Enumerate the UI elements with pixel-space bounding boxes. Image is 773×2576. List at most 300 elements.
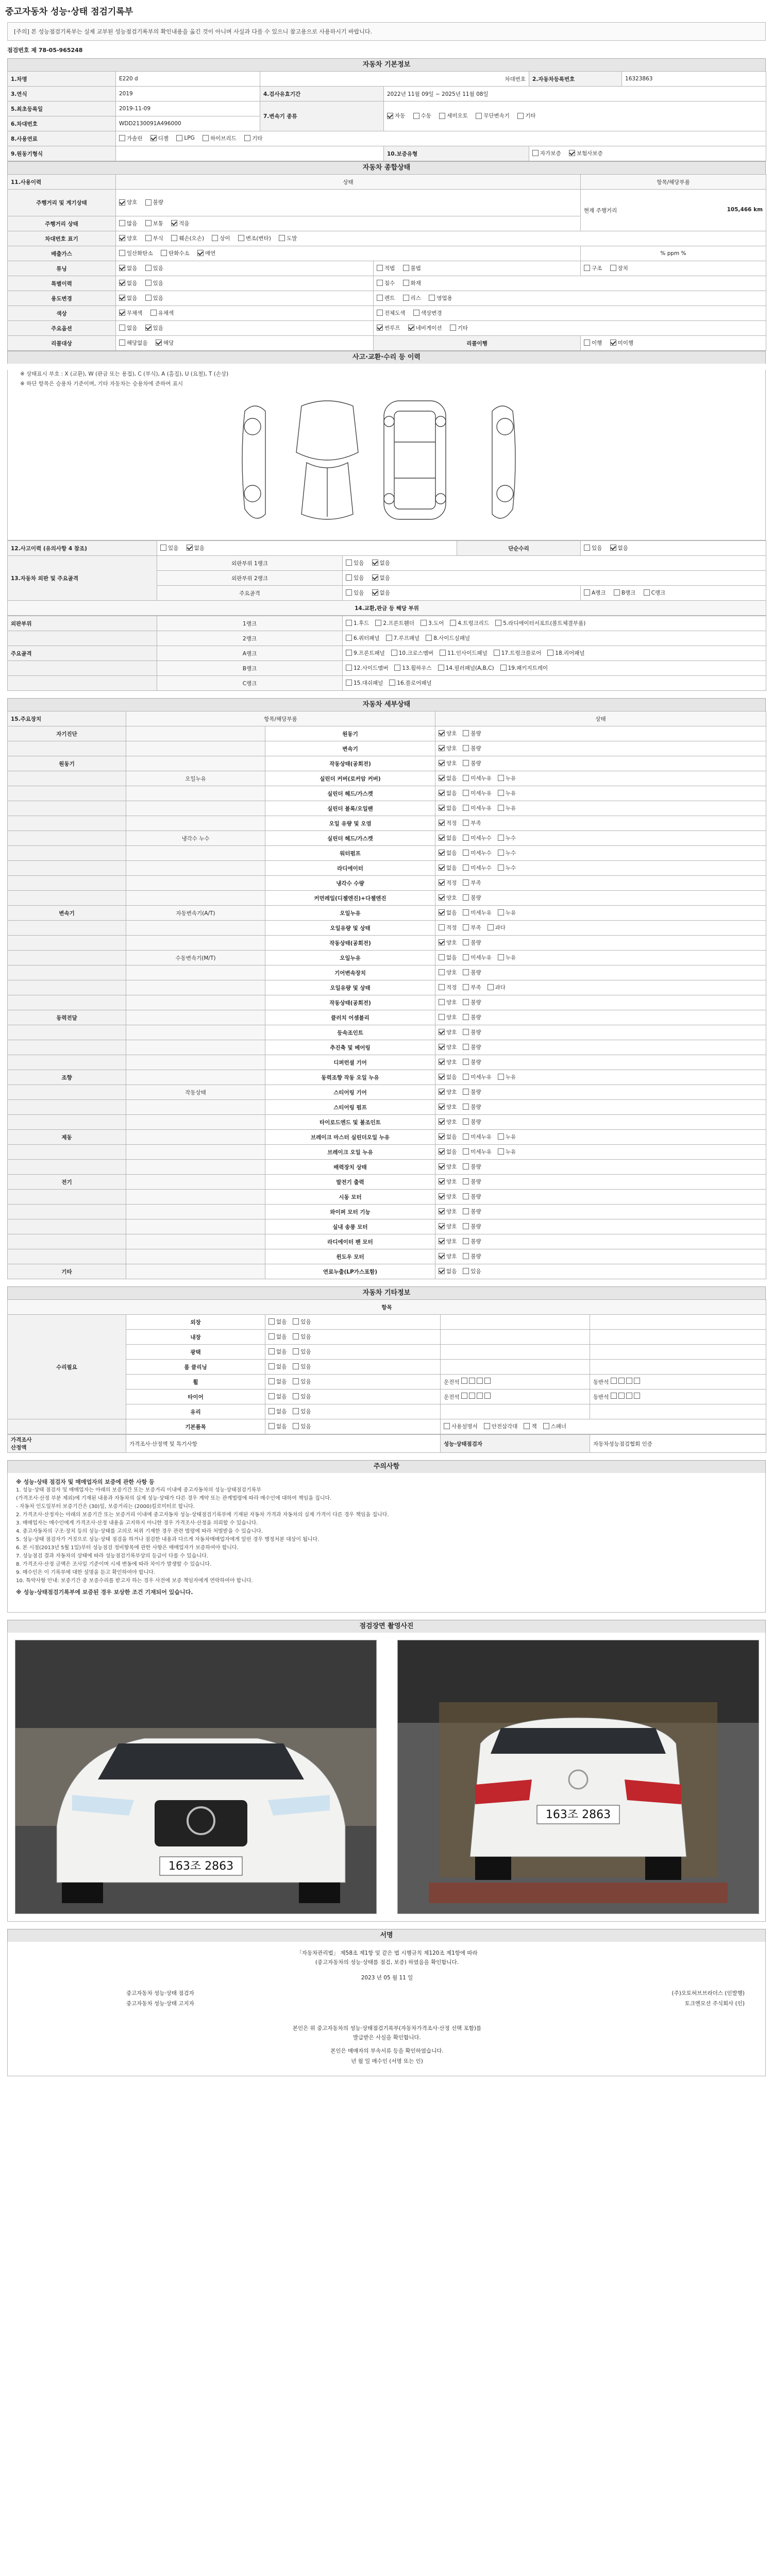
detail-row bbox=[8, 1100, 766, 1115]
checkbox-detail-1[interactable]: 부족 bbox=[463, 819, 481, 827]
checkbox-basic-item[interactable]: 안전삼각대 bbox=[484, 1422, 518, 1430]
checkbox-detail-1[interactable]: 불량 bbox=[463, 1058, 481, 1066]
checkbox-part[interactable]: 19.패키지트레이 bbox=[500, 664, 548, 672]
checkbox-detail-0[interactable]: 양호 bbox=[439, 939, 457, 946]
checkbox-fuel-4[interactable]: 기타 bbox=[244, 134, 262, 142]
caution-line: 2. 가격조사·산정자는 아래의 보증기간 또는 보증거리 이내에 중고자동차 성능·상태점검기록부에 기재된 자동차 가격과 자동차의 실제 가격이 다른 경우 책임을 집니다. bbox=[16, 1512, 389, 1518]
detail-row bbox=[8, 741, 766, 756]
checkbox-detail-2[interactable]: 누유 bbox=[498, 954, 516, 961]
checkbox-detail-1[interactable]: 불량 bbox=[463, 1252, 481, 1260]
detail-group bbox=[8, 801, 126, 816]
parts-items bbox=[343, 646, 766, 661]
checkbox-detail-1[interactable]: 있음 bbox=[463, 1267, 481, 1275]
checkbox-emission-0[interactable]: 일산화탄소 bbox=[119, 249, 153, 257]
checkbox-navigation[interactable]: 네비게이션 bbox=[408, 324, 442, 332]
checkbox-detail-0[interactable]: 양호 bbox=[439, 1058, 457, 1066]
detail-status bbox=[435, 1219, 766, 1234]
checkbox-other-0[interactable]: 없음 bbox=[268, 1422, 287, 1430]
checkbox-detail-1[interactable]: 불량 bbox=[463, 1043, 481, 1051]
checkbox-detail-0[interactable]: 없음 bbox=[439, 1073, 457, 1081]
checkbox-detail-0[interactable]: 양호 bbox=[439, 1178, 457, 1185]
notice-box: [주의] 본 성능점검기록부는 실제 교부된 성능점검기록부의 확인내용을 옮긴 것이 아니며 사실과 다를 수 있으니 참고용으로 사용하시기 바랍니다. bbox=[7, 22, 766, 41]
checkbox-detail-1[interactable]: 미세누수 bbox=[463, 834, 492, 842]
checkbox-mileage-0[interactable]: 많음 bbox=[119, 219, 137, 227]
checkbox-recall-not-done[interactable]: 미이행 bbox=[610, 339, 633, 347]
checkbox-other-0[interactable]: 없음 bbox=[268, 1348, 287, 1355]
checkbox-detail-0[interactable]: 적정 bbox=[439, 819, 457, 827]
checkbox-part[interactable]: 1.후드 bbox=[346, 619, 369, 627]
general-label-usage-change: 용도변경 bbox=[8, 291, 116, 306]
detail-group bbox=[8, 1160, 126, 1175]
checkbox-warranty-0[interactable]: 자가보증 bbox=[532, 149, 561, 157]
detail-item: 오일누유 bbox=[265, 951, 435, 965]
checkbox-detail-1[interactable]: 불량 bbox=[463, 744, 481, 752]
checkbox-part[interactable]: 15.대쉬패널 bbox=[346, 679, 383, 687]
checkbox-other-0[interactable]: 없음 bbox=[268, 1408, 287, 1415]
checkbox-rank1-no[interactable]: 없음 bbox=[372, 559, 390, 567]
checkbox-detail-1[interactable]: 미세누수 bbox=[463, 864, 492, 872]
detail-group bbox=[8, 741, 126, 756]
checkbox-detail-1[interactable]: 미세누유 bbox=[463, 1133, 492, 1141]
checkbox-emission-1[interactable]: 탄화수소 bbox=[161, 249, 190, 257]
checkbox-detail-0[interactable]: 양호 bbox=[439, 759, 457, 767]
checkbox-accident-no[interactable]: 없음 bbox=[187, 544, 205, 552]
detail-status bbox=[435, 1115, 766, 1130]
label-reg-number: 2.자동차등록번호 bbox=[529, 72, 622, 87]
checkbox-detail-2[interactable]: 누유 bbox=[498, 1133, 516, 1141]
checkbox-detail-1[interactable]: 불량 bbox=[463, 1178, 481, 1185]
general-label-mileage: 주행거리 상태 bbox=[8, 216, 116, 231]
checkbox-detail-2[interactable]: 누수 bbox=[498, 834, 516, 842]
checkbox-part[interactable]: 12.사이드멤버 bbox=[346, 664, 388, 672]
detail-item: 등속조인트 bbox=[265, 1025, 435, 1040]
checkbox-flood[interactable]: 침수 bbox=[377, 279, 395, 287]
detail-group: 원동기 bbox=[8, 756, 126, 771]
checkbox-odometer-0[interactable]: 양호 bbox=[119, 198, 137, 206]
checkbox-detail-0[interactable]: 양호 bbox=[439, 744, 457, 752]
detail-group bbox=[8, 786, 126, 801]
checkbox-other-0[interactable]: 없음 bbox=[268, 1318, 287, 1326]
svg-text:163조 2863: 163조 2863 bbox=[545, 1808, 611, 1821]
checkbox-detail-1[interactable]: 불량 bbox=[463, 894, 481, 902]
detail-status bbox=[435, 726, 766, 741]
detail-row bbox=[8, 995, 766, 1010]
checkbox-detail-1[interactable]: 불량 bbox=[463, 969, 481, 976]
checkbox-part[interactable]: 13.휠하우스 bbox=[394, 664, 431, 672]
checkbox-detail-2[interactable]: 누유 bbox=[498, 909, 516, 917]
checkbox-warranty-1[interactable]: 보험사보증 bbox=[569, 149, 603, 157]
checkbox-part[interactable]: 9.프론트패널 bbox=[346, 649, 385, 657]
checkbox-sunroof[interactable]: 썬루프 bbox=[377, 324, 400, 332]
checkbox-tuning-0[interactable]: 없음 bbox=[119, 264, 137, 272]
other-extra-2: 동반석 bbox=[590, 1389, 766, 1404]
checkbox-basic-item[interactable]: 사용설명서 bbox=[444, 1422, 478, 1430]
checkbox-part[interactable]: 6.쿼터패널 bbox=[346, 634, 380, 642]
section-basic-info: 자동차 기본정보 bbox=[7, 58, 766, 71]
general-emission-opts bbox=[116, 246, 581, 261]
checkbox-detail-0[interactable]: 적정 bbox=[439, 924, 457, 931]
caution-line: 3. 매매업자는 매수인에게 가격조사·산정 내용을 고지하지 아니한 경우 가격조사·산정을 의뢰할 수 있습니다. bbox=[16, 1520, 258, 1526]
checkbox-part[interactable]: 16.플로어패널 bbox=[389, 679, 431, 687]
checkbox-detail-2[interactable]: 과다 bbox=[488, 924, 506, 931]
detail-item: 워터펌프 bbox=[265, 846, 435, 861]
detail-item: 라디에이터 bbox=[265, 861, 435, 876]
detail-subgroup: 작동상태 bbox=[126, 1085, 265, 1100]
other-extra-2 bbox=[590, 1360, 766, 1375]
checkbox-usage-0[interactable]: 없음 bbox=[119, 294, 137, 302]
checkbox-detail-1[interactable]: 미세누유 bbox=[463, 909, 492, 917]
caution-line: 9. 매수인은 이 기록부에 대한 설명을 듣고 확인하여야 합니다. bbox=[16, 1570, 155, 1575]
detail-subgroup bbox=[126, 1010, 265, 1025]
detail-group bbox=[8, 1145, 126, 1160]
sign-line-4: 발급받은 사실을 확인합니다. bbox=[353, 2035, 421, 2041]
detail-row bbox=[8, 1070, 766, 1085]
checkbox-other-0[interactable]: 없음 bbox=[268, 1333, 287, 1341]
sign-line-5: 본인은 매매자의 부속서류 등을 확인하였습니다. bbox=[330, 2048, 444, 2054]
checkbox-detail-2[interactable]: 누수 bbox=[498, 864, 516, 872]
checkbox-detail-0[interactable]: 양호 bbox=[439, 1252, 457, 1260]
checkbox-fuel-0[interactable]: 가솔린 bbox=[119, 134, 142, 142]
detail-header-1: 항목/해당부품 bbox=[126, 711, 435, 726]
checkbox-detail-1[interactable]: 불량 bbox=[463, 730, 481, 737]
detail-row bbox=[8, 906, 766, 921]
caution-notes bbox=[7, 1473, 766, 1613]
detail-status bbox=[435, 1249, 766, 1264]
checkbox-tuning-legal[interactable]: 적법 bbox=[377, 264, 395, 272]
checkbox-odometer-1[interactable]: 불량 bbox=[145, 198, 163, 206]
detail-row bbox=[8, 1264, 766, 1279]
checkbox-other-1[interactable]: 있음 bbox=[293, 1333, 311, 1341]
parts-group bbox=[8, 631, 157, 646]
checkbox-part[interactable]: 17.트렁크플로어 bbox=[494, 649, 542, 657]
checkbox-usage-1[interactable]: 있음 bbox=[145, 294, 163, 302]
accident-history-opts bbox=[157, 541, 457, 556]
checkbox-part[interactable]: 8.사이드실패널 bbox=[426, 634, 470, 642]
detail-group bbox=[8, 876, 126, 891]
checkbox-part[interactable]: 3.도어 bbox=[421, 619, 444, 627]
checkbox-part[interactable]: 11.인사이드패널 bbox=[440, 649, 488, 657]
checkbox-detail-0[interactable]: 없음 bbox=[439, 1267, 457, 1275]
checkbox-fuel-2[interactable]: LPG bbox=[176, 135, 194, 141]
detail-item: 커먼레일(디젤엔진)+다젤엔진 bbox=[265, 891, 435, 906]
checkbox-detail-2[interactable]: 과다 bbox=[488, 984, 506, 991]
checkbox-detail-0[interactable]: 양호 bbox=[439, 1208, 457, 1215]
checkbox-part[interactable]: 5.라디에이터서포트(볼트체결부품) bbox=[495, 619, 585, 627]
photo-front bbox=[15, 1640, 377, 1914]
caution-line: 6. 본 시점(2013년 5월 1일)부터 성능점검 정비항목에 관한 사항은 매매업자가 보증하여야 합니다. bbox=[16, 1545, 239, 1551]
checkbox-color-0[interactable]: 무채색 bbox=[119, 309, 142, 317]
detail-item: 변속기 bbox=[265, 741, 435, 756]
checkbox-part[interactable]: 18.리어패널 bbox=[547, 649, 584, 657]
detail-status bbox=[435, 1264, 766, 1279]
detail-group bbox=[8, 936, 126, 951]
checkbox-rank1-yes[interactable]: 있음 bbox=[346, 559, 364, 567]
checkbox-other-0[interactable]: 없음 bbox=[268, 1378, 287, 1385]
detail-item: 발전기 출력 bbox=[265, 1175, 435, 1190]
detail-status bbox=[435, 1205, 766, 1219]
checkbox-detail-0[interactable]: 양호 bbox=[439, 1223, 457, 1230]
detail-subgroup: 냉각수 누수 bbox=[126, 831, 265, 846]
general-header-2: 항목/해당부품 bbox=[581, 175, 766, 190]
checkbox-trans-2[interactable]: 세미오토 bbox=[439, 112, 468, 120]
detail-group bbox=[8, 921, 126, 936]
checkbox-tuning-structure[interactable]: 구조 bbox=[584, 264, 602, 272]
checkbox-detail-1[interactable]: 미세누유 bbox=[463, 954, 492, 961]
general-special-sub bbox=[374, 276, 766, 291]
checkbox-vinmark-1[interactable]: 부식 bbox=[145, 234, 163, 242]
detail-row bbox=[8, 921, 766, 936]
checkbox-detail-1[interactable]: 불량 bbox=[463, 998, 481, 1006]
checkbox-rank-c[interactable]: C랭크 bbox=[644, 589, 666, 597]
checkbox-detail-2[interactable]: 누유 bbox=[498, 774, 516, 782]
detail-group: 기타 bbox=[8, 1264, 126, 1279]
checkbox-rank-a[interactable]: A랭크 bbox=[584, 589, 606, 597]
value-car-name: E220 d bbox=[116, 72, 260, 87]
checkbox-detail-2[interactable]: 누유 bbox=[498, 1148, 516, 1156]
detail-group bbox=[8, 1190, 126, 1205]
checkbox-detail-0[interactable]: 없음 bbox=[439, 954, 457, 961]
detail-group bbox=[8, 995, 126, 1010]
detail-subgroup bbox=[126, 1160, 265, 1175]
detail-group bbox=[8, 1234, 126, 1249]
checkbox-detail-0[interactable]: 양호 bbox=[439, 969, 457, 976]
detail-item: 타이로드엔드 및 볼조인트 bbox=[265, 1115, 435, 1130]
checkbox-detail-1[interactable]: 불량 bbox=[463, 1013, 481, 1021]
other-header: 항목 bbox=[8, 1300, 766, 1315]
checkbox-tuning-illegal[interactable]: 불법 bbox=[403, 264, 421, 272]
checkbox-detail-0[interactable]: 없음 bbox=[439, 849, 457, 857]
checkbox-accident-yes[interactable]: 있음 bbox=[160, 544, 178, 552]
checkbox-other-1[interactable]: 있음 bbox=[293, 1393, 311, 1400]
checkbox-vinmark-2[interactable]: 훼손(오손) bbox=[171, 234, 204, 242]
checkbox-vinmark-3[interactable]: 상이 bbox=[212, 234, 230, 242]
checkbox-color-change[interactable]: 색상변경 bbox=[413, 309, 442, 317]
checkbox-detail-2[interactable]: 누유 bbox=[498, 789, 516, 797]
checkbox-detail-0[interactable]: 적정 bbox=[439, 879, 457, 887]
detail-header-0: 15.주요장치 bbox=[8, 711, 126, 726]
checkbox-fuel-1[interactable]: 디젤 bbox=[150, 134, 169, 142]
checkbox-detail-1[interactable]: 불량 bbox=[463, 1118, 481, 1126]
detail-status bbox=[435, 1160, 766, 1175]
checkbox-other-0[interactable]: 없음 bbox=[268, 1393, 287, 1400]
checkbox-detail-1[interactable]: 불량 bbox=[463, 939, 481, 946]
checkbox-detail-1[interactable]: 불량 bbox=[463, 1193, 481, 1200]
detail-row bbox=[8, 786, 766, 801]
general-emission-units: % ppm % bbox=[581, 246, 766, 261]
checkbox-detail-0[interactable]: 없음 bbox=[439, 804, 457, 812]
checkbox-mileage-2[interactable]: 적음 bbox=[171, 219, 189, 227]
checkbox-simple-yes[interactable]: 있음 bbox=[584, 544, 602, 552]
checkbox-detail-1[interactable]: 불량 bbox=[463, 1028, 481, 1036]
checkbox-detail-0[interactable]: 양호 bbox=[439, 1103, 457, 1111]
checkbox-recall-0[interactable]: 해당없음 bbox=[119, 339, 148, 347]
checkbox-detail-0[interactable]: 없음 bbox=[439, 1148, 457, 1156]
caution-heading-2: ※ 성능·상태점검기록부에 보증된 경우 보상한 조건 기재되어 있습니다. bbox=[16, 1589, 193, 1596]
detail-group bbox=[8, 1100, 126, 1115]
checkbox-fuel-3[interactable]: 하이브리드 bbox=[203, 134, 237, 142]
checkbox-detail-1[interactable]: 불량 bbox=[463, 1238, 481, 1245]
checkbox-detail-0[interactable]: 양호 bbox=[439, 1163, 457, 1171]
detail-group bbox=[8, 891, 126, 906]
accident-legend-1: ※ 상태표시 부호 : X (교환), W (판금 또는 용접), C (부식), A (흠집), U (요철), T (손상) bbox=[20, 371, 229, 377]
parts-items bbox=[343, 676, 766, 691]
checkbox-rank2-yes[interactable]: 있음 bbox=[346, 574, 364, 582]
checkbox-fire[interactable]: 화재 bbox=[403, 279, 421, 287]
checkbox-other-1[interactable]: 있음 bbox=[293, 1348, 311, 1355]
checkbox-detail-1[interactable]: 미세누유 bbox=[463, 789, 492, 797]
caution-line: - 자동차 인도일부터 보증기간은 (30)일, 보증거리는 (2000)킬로미터로 합니다. bbox=[16, 1504, 195, 1510]
parts-row bbox=[8, 616, 766, 631]
checkbox-color-1[interactable]: 유채색 bbox=[150, 309, 174, 317]
checkbox-detail-0[interactable]: 없음 bbox=[439, 1133, 457, 1141]
checkbox-detail-0[interactable]: 양호 bbox=[439, 1043, 457, 1051]
checkbox-detail-0[interactable]: 양호 bbox=[439, 730, 457, 737]
checkbox-full-paint[interactable]: 전체도색 bbox=[377, 309, 406, 317]
checkbox-detail-0[interactable]: 양호 bbox=[439, 1193, 457, 1200]
detail-item: 작동상태(공회전) bbox=[265, 936, 435, 951]
checkbox-part[interactable]: 7.루프패널 bbox=[386, 634, 420, 642]
checkbox-detail-0[interactable]: 없음 bbox=[439, 834, 457, 842]
checkbox-detail-1[interactable]: 불량 bbox=[463, 1223, 481, 1230]
value-vin: WDD2130091A496000 bbox=[116, 116, 260, 131]
detail-item: 작동상태(공회전) bbox=[265, 756, 435, 771]
checkbox-vinmark-0[interactable]: 양호 bbox=[119, 234, 137, 242]
sign-date: 2023 년 05 월 11 일 bbox=[361, 1975, 413, 1981]
label-fuel: 8.사용연료 bbox=[8, 131, 116, 146]
checkbox-detail-0[interactable]: 양호 bbox=[439, 1028, 457, 1036]
checkbox-detail-0[interactable]: 양호 bbox=[439, 998, 457, 1006]
detail-subgroup: 오일누유 bbox=[126, 771, 265, 786]
detail-subgroup bbox=[126, 936, 265, 951]
checkbox-special-1[interactable]: 있음 bbox=[145, 279, 163, 287]
checkbox-tuning-device[interactable]: 장치 bbox=[610, 264, 628, 272]
detail-group bbox=[8, 816, 126, 831]
checkbox-detail-1[interactable]: 미세누유 bbox=[463, 804, 492, 812]
checkbox-part[interactable]: 14.필러패널(A,B,C) bbox=[438, 664, 494, 672]
checkbox-part[interactable]: 10.크로스멤버 bbox=[391, 649, 433, 657]
other-status bbox=[265, 1404, 441, 1419]
checkbox-detail-1[interactable]: 불량 bbox=[463, 1208, 481, 1215]
checkbox-detail-0[interactable]: 없음 bbox=[439, 774, 457, 782]
checkbox-detail-2[interactable]: 누유 bbox=[498, 1073, 516, 1081]
other-item: 유리 bbox=[126, 1404, 265, 1419]
checkbox-other-1[interactable]: 있음 bbox=[293, 1318, 311, 1326]
value-first-reg: 2019-11-09 bbox=[116, 101, 260, 116]
detail-row bbox=[8, 876, 766, 891]
checkbox-detail-1[interactable]: 불량 bbox=[463, 1163, 481, 1171]
general-recall-sub bbox=[581, 336, 766, 351]
checkbox-other-opt[interactable]: 기타 bbox=[450, 324, 468, 332]
transmission-options bbox=[384, 101, 766, 131]
checkbox-lease[interactable]: 리스 bbox=[403, 294, 421, 302]
checkbox-vinmark-5[interactable]: 도말 bbox=[279, 234, 297, 242]
checkbox-other-1[interactable]: 있음 bbox=[293, 1408, 311, 1415]
checkbox-recall-1[interactable]: 해당 bbox=[156, 339, 174, 347]
detail-group bbox=[8, 951, 126, 965]
checkbox-opt-0[interactable]: 없음 bbox=[119, 324, 137, 332]
checkbox-detail-0[interactable]: 양호 bbox=[439, 1238, 457, 1245]
checkbox-detail-0[interactable]: 양호 bbox=[439, 1088, 457, 1096]
checkbox-business[interactable]: 영업용 bbox=[429, 294, 452, 302]
checkbox-detail-0[interactable]: 없음 bbox=[439, 864, 457, 872]
checkbox-detail-0[interactable]: 없음 bbox=[439, 909, 457, 917]
checkbox-tuning-1[interactable]: 있음 bbox=[145, 264, 163, 272]
detail-header-2: 상태 bbox=[435, 711, 766, 726]
checkbox-other-1[interactable]: 있음 bbox=[293, 1378, 311, 1385]
detail-item: 오일유량 및 상태 bbox=[265, 980, 435, 995]
checkbox-opt-1[interactable]: 있음 bbox=[145, 324, 163, 332]
car-front-view bbox=[296, 401, 358, 460]
checkbox-detail-1[interactable]: 불량 bbox=[463, 1088, 481, 1096]
checkbox-other-1[interactable]: 있음 bbox=[293, 1363, 311, 1370]
sign-person-2-label: 중고자동차 성능·상태 고지자 bbox=[126, 2001, 194, 2007]
detail-group bbox=[8, 1025, 126, 1040]
checkbox-part[interactable]: 2.프론트휀더 bbox=[375, 619, 414, 627]
checkbox-detail-0[interactable]: 양호 bbox=[439, 1118, 457, 1126]
checkbox-detail-1[interactable]: 미세누수 bbox=[463, 849, 492, 857]
checkbox-detail-2[interactable]: 누유 bbox=[498, 804, 516, 812]
checkbox-detail-1[interactable]: 미세누유 bbox=[463, 1148, 492, 1156]
checkbox-recall-done[interactable]: 이행 bbox=[584, 339, 602, 347]
checkbox-detail-0[interactable]: 양호 bbox=[439, 894, 457, 902]
parts-items bbox=[343, 616, 766, 631]
detail-subgroup: 자동변속기(A/T) bbox=[126, 906, 265, 921]
checkbox-detail-2[interactable]: 누수 bbox=[498, 849, 516, 857]
checkbox-rank-b[interactable]: B랭크 bbox=[614, 589, 636, 597]
checkbox-rank2-no[interactable]: 없음 bbox=[372, 574, 390, 582]
checkbox-detail-1[interactable]: 미세누유 bbox=[463, 774, 492, 782]
odometer-value: 105,466 km bbox=[727, 206, 763, 213]
checkbox-rent[interactable]: 렌트 bbox=[377, 294, 395, 302]
checkbox-trans-4[interactable]: 기타 bbox=[517, 112, 535, 120]
checkbox-trans-1[interactable]: 수동 bbox=[413, 112, 431, 120]
accident-rank1-opts bbox=[343, 556, 766, 571]
checkbox-vinmark-4[interactable]: 변조(변타) bbox=[238, 234, 271, 242]
checkbox-part[interactable]: 4.트렁크리드 bbox=[450, 619, 489, 627]
checkbox-detail-1[interactable]: 부족 bbox=[463, 984, 481, 991]
parts-row bbox=[8, 676, 766, 691]
caution-line: 4. 중고자동차의 구조·장치 등의 성능·상태를 고의로 허위 기재한 경우 관련 법령에 따라 처벌받을 수 있습니다. bbox=[16, 1529, 263, 1534]
checkbox-frame-yes[interactable]: 있음 bbox=[346, 589, 364, 597]
checkbox-basic-item[interactable]: 잭 bbox=[524, 1422, 536, 1430]
checkbox-detail-1[interactable]: 부족 bbox=[463, 879, 481, 887]
checkbox-mileage-1[interactable]: 보통 bbox=[145, 219, 163, 227]
checkbox-trans-3[interactable]: 무단변속기 bbox=[476, 112, 510, 120]
checkbox-other-1[interactable]: 있음 bbox=[293, 1422, 311, 1430]
detail-row bbox=[8, 1219, 766, 1234]
checkbox-detail-1[interactable]: 미세누유 bbox=[463, 1073, 492, 1081]
checkbox-special-0[interactable]: 없음 bbox=[119, 279, 137, 287]
detail-row bbox=[8, 846, 766, 861]
checkbox-trans-0[interactable]: 자동 bbox=[387, 112, 405, 120]
checkbox-emission-2[interactable]: 매연 bbox=[197, 249, 215, 257]
checkbox-simple-no[interactable]: 없음 bbox=[610, 544, 628, 552]
checkbox-frame-no[interactable]: 없음 bbox=[372, 589, 390, 597]
other-extra-2 bbox=[590, 1315, 766, 1330]
checkbox-detail-0[interactable]: 양호 bbox=[439, 1013, 457, 1021]
checkbox-detail-0[interactable]: 없음 bbox=[439, 789, 457, 797]
checkbox-other-0[interactable]: 없음 bbox=[268, 1363, 287, 1370]
checkbox-detail-1[interactable]: 부족 bbox=[463, 924, 481, 931]
car-diagram-area bbox=[7, 370, 766, 540]
parts-group: 외판부위 bbox=[8, 616, 157, 631]
checkbox-detail-1[interactable]: 불량 bbox=[463, 1103, 481, 1111]
checkbox-detail-1[interactable]: 불량 bbox=[463, 759, 481, 767]
detail-item: 시동 모터 bbox=[265, 1190, 435, 1205]
detail-row bbox=[8, 801, 766, 816]
checkbox-detail-0[interactable]: 적정 bbox=[439, 984, 457, 991]
checkbox-basic-item[interactable]: 스패너 bbox=[543, 1422, 566, 1430]
